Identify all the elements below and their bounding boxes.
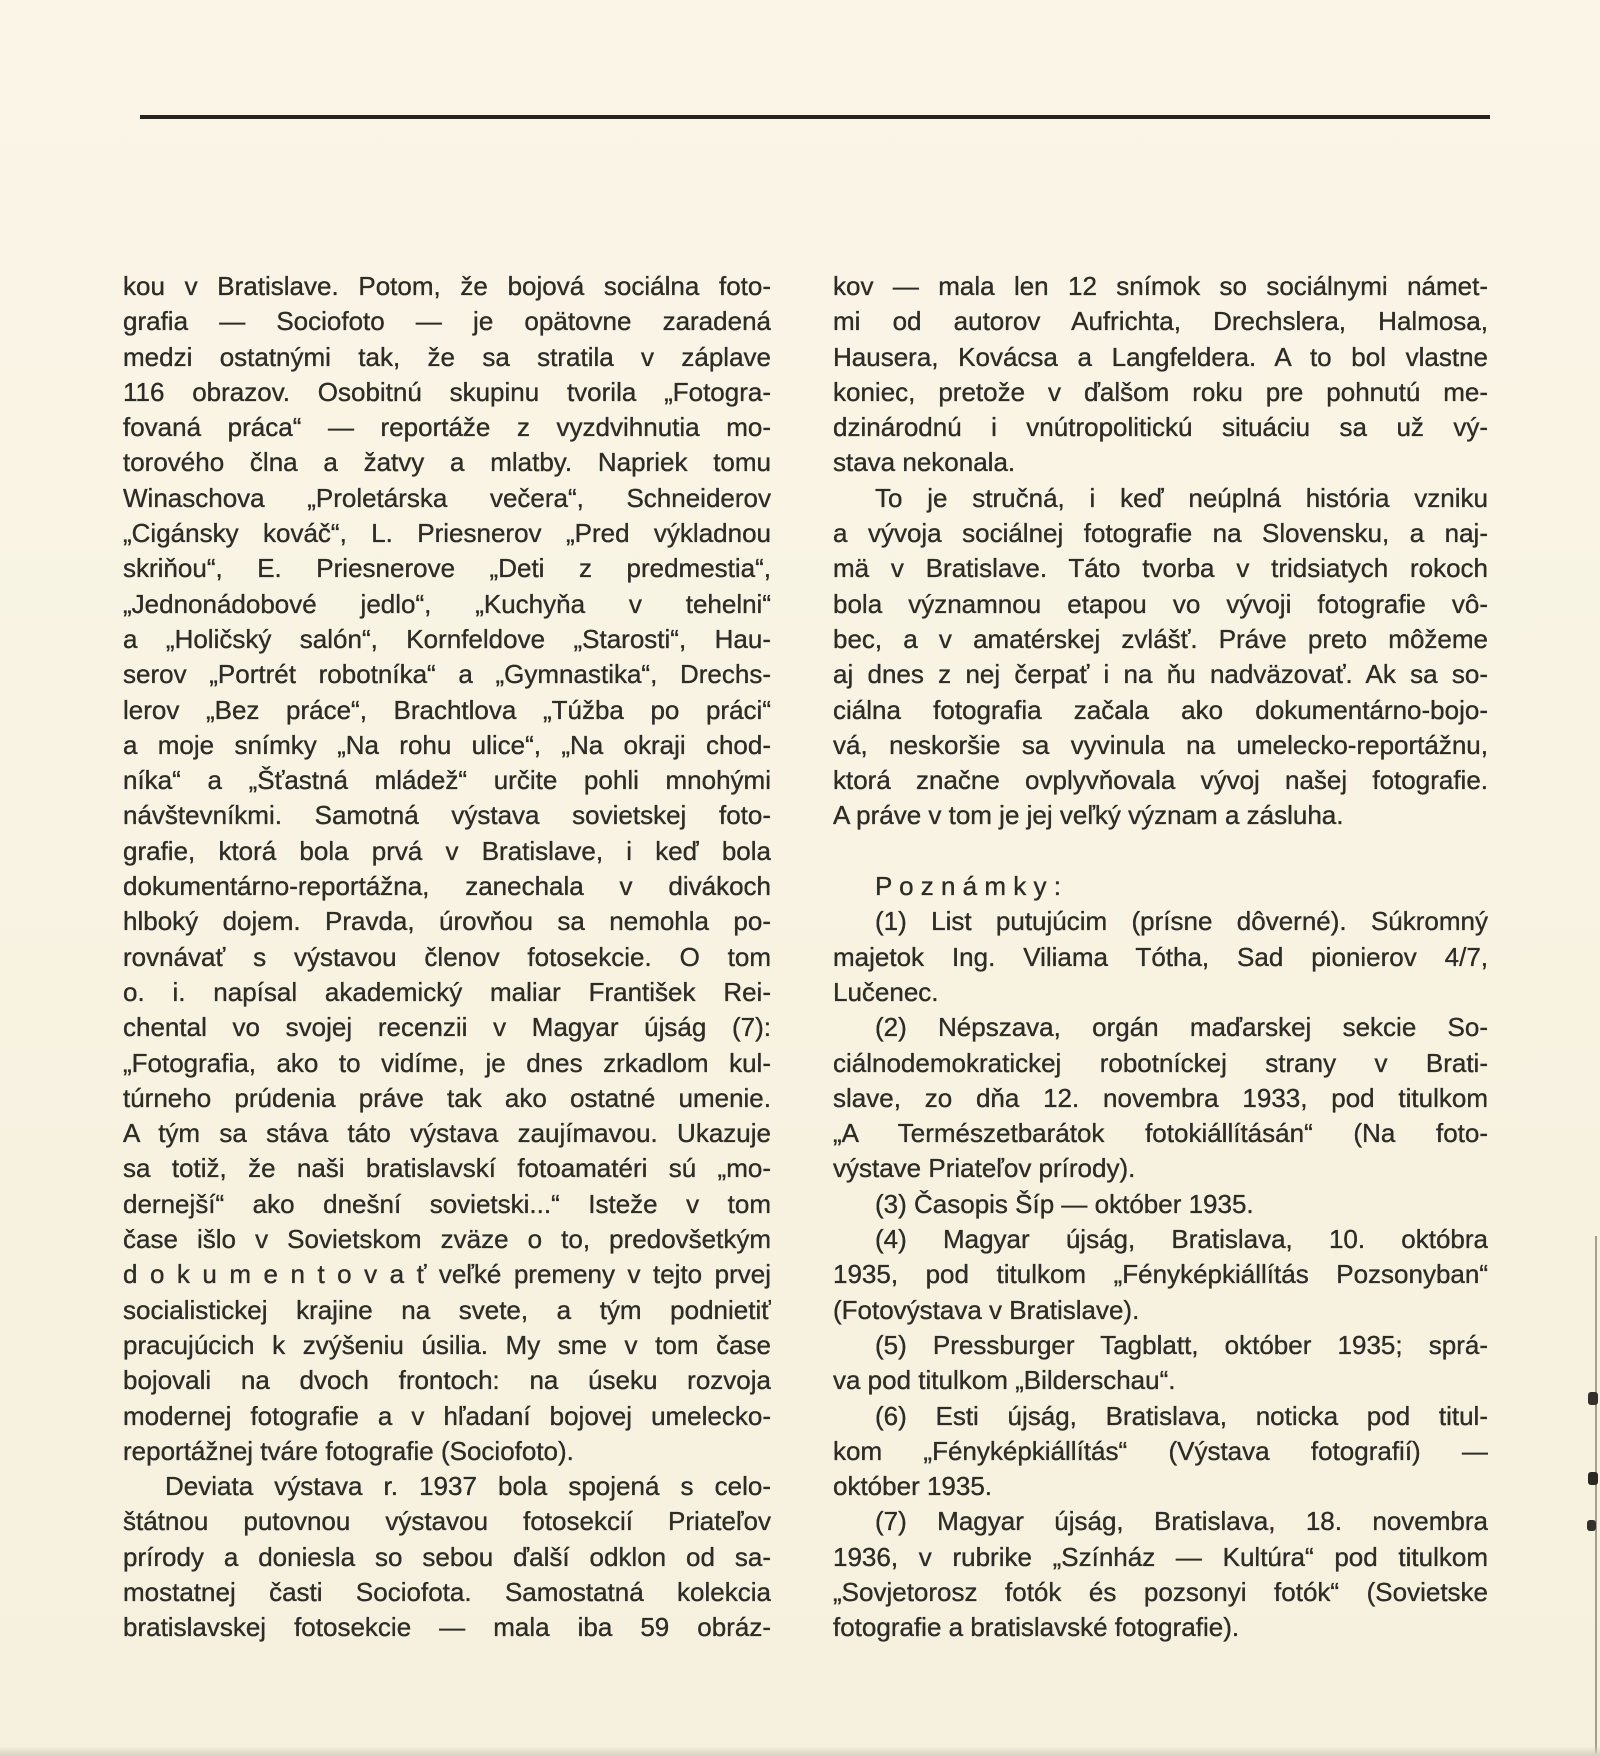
text-line: ciálnodemokratickej robotníckej strany v Brati- [833,1047,1488,1078]
text-line: (3) Časopis Šíp — október 1935. [875,1188,1254,1219]
text-line: 1935, pod titulkom „Fényképkiállítás Pozsonyban“ [833,1259,1488,1290]
text-line: „Cigánsky kováč“, L. Priesnerov „Pred výkladnou [123,518,771,549]
text-line: a „Holičský salón“, Kornfeldove „Starosti“, Hau- [123,623,771,654]
text-line: mä v Bratislave. Táto tvorba v tridsiatych rokoch [833,553,1488,584]
text-line: pracujúcich k zvýšeniu úsilia. My sme v tom čase [123,1329,771,1360]
text-line: níka“ a „Šťastná mládež“ určite pohli mnohými [123,765,771,796]
text-line: dokumentárno-reportážna, zanechala v divákoch [123,871,771,902]
text-line: čase išlo v Sovietskom zväze o to, predovšetkým [123,1224,771,1255]
text-line: modernej fotografie a v hľadaní bojovej umelecko- [123,1400,771,1431]
text-line: serov „Portrét robotníka“ a „Gymnastika“, Drechs- [123,659,771,690]
text-line: bola významnou etapou vo vývoji fotografie vô- [833,588,1488,619]
text-line: mostatnej časti Sociofota. Samostatná kolekcia [123,1576,771,1607]
text-line: dernejší“ ako dnešní sovietski...“ Isteže v tom [123,1188,771,1219]
text-line: P o z n á m k y : [875,871,1061,902]
text-line: návštevníkmi. Samotná výstava sovietskej foto- [123,800,771,831]
header-rule [140,115,1490,119]
text-line: A tým sa stáva táto výstava zaujímavou. Ukazuje [123,1118,771,1149]
scan-edge-mark [1588,1392,1598,1405]
blank-line [833,834,1488,869]
text-line: Lučenec. [833,976,939,1007]
text-line: túrneho prúdenia práve tak ako ostatné umenie. [123,1082,771,1113]
scan-bottom-shadow [0,1746,1600,1756]
text-line: fovaná práca“ — reportáže z vyzdvihnutia mo- [123,412,771,443]
text-line: d o k u m e n t o v a ť veľké premeny v tejto prvej [123,1259,771,1290]
text-line: koniec, pretože v ďalšom roku pre pohnutú me- [833,376,1488,407]
text-line: bec, a v amatérskej zvlášť. Práve preto môžeme [833,623,1488,654]
text-line: grafie, ktorá bola prvá v Bratislave, i keď bola [123,835,771,866]
text-line: socialistickej krajine na svete, a tým podnietiť [123,1294,771,1325]
text-line: 1936, v rubrike „Színház — Kultúra“ pod titulkom [833,1541,1488,1572]
text-line: (6) Esti újság, Bratislava, noticka pod titul- [875,1400,1488,1431]
text-line: Deviata výstava r. 1937 bola spojená s celo- [165,1471,771,1502]
text-line: (5) Pressburger Tagblatt, október 1935; sprá- [875,1329,1488,1360]
text-line: mi od autorov Aufrichta, Drechslera, Halmosa, [833,306,1488,337]
text-line: ktorá značne ovplyvňovala vývoj našej fotografie. [833,765,1488,796]
text-line: a vývoja sociálnej fotografie na Slovensku, a naj- [833,518,1488,549]
text-line: stava nekonala. [833,447,1016,478]
left-text-column [123,269,771,1646]
text-line: Winaschova „Proletárska večera“, Schneiderov [123,482,771,513]
text-line: vá, neskoršie sa vyvinula na umelecko-reportážnu, [833,729,1488,760]
text-line: A práve v tom je jej veľký význam a zásluha. [833,800,1344,831]
text-line: aj dnes z nej čerpať i na ňu nadväzovať. Ak sa so- [833,659,1488,690]
text-line: ciálna fotografia začala ako dokumentárno-bojo- [833,694,1488,725]
right-text-column [833,269,1488,1646]
text-line: rovnávať s výstavou členov fotosekcie. O tom [123,941,771,972]
text-line: a moje snímky „Na rohu ulice“, „Na okraji chod- [123,729,771,760]
text-line: (1) List putujúcim (prísne dôverné). Súkromný [875,906,1488,937]
text-line: „Fotografia, ako to vidíme, je dnes zrkadlom kul- [123,1047,771,1078]
scan-edge-hairline [1595,1236,1597,1756]
text-line: lerov „Bez práce“, Brachtlova „Túžba po práci“ [123,694,771,725]
text-line: „Sovjetorosz fotók és pozsonyi fotók“ (Sovietske [833,1576,1488,1607]
text-line: kom „Fényképkiállítás“ (Výstava fotografií) — [833,1435,1488,1466]
text-line: 116 obrazov. Osobitnú skupinu tvorila „Fotogra- [123,376,771,407]
scan-edge-mark [1588,1472,1598,1485]
text-line: kou v Bratislave. Potom, že bojová sociálna foto- [123,271,771,301]
text-line: výstave Priateľov prírody). [833,1153,1136,1184]
text-line: (2) Népszava, orgán maďarskej sekcie So- [875,1012,1488,1043]
text-line: reportážnej tváre fotografie (Sociofoto). [123,1435,574,1466]
text-line: (7) Magyar újság, Bratislava, 18. novembra [875,1506,1488,1537]
text-line: (Fotovýstava v Bratislave). [833,1294,1140,1325]
text-line: bratislavskej fotosekcie — mala iba 59 obráz- [123,1612,771,1643]
text-line: Hausera, Kovácsa a Langfeldera. A to bol vlastne [833,341,1488,372]
text-line: grafia — Sociofoto — je opätovne zaradená [123,306,771,337]
text-line: To je stručná, i keď neúplná história vzniku [875,482,1488,513]
text-line: prírody a doniesla so sebou ďalší odklon od sa- [123,1541,771,1572]
text-line: sa totiž, že naši bratislavskí fotoamatéri sú „mo- [123,1153,771,1184]
text-line: bojovali na dvoch frontoch: na úseku rozvoja [123,1365,771,1396]
text-line: slave, zo dňa 12. novembra 1933, pod titulkom [833,1082,1488,1113]
text-line: dzinárodnú i vnútropolitickú situáciu sa už vý- [833,412,1488,443]
text-line: október 1935. [833,1471,993,1502]
text-line: „Jednonádobové jedlo“, „Kuchyňa v tehelni“ [123,588,771,619]
text-line: štátnou putovnou výstavou fotosekcií Priateľov [123,1506,771,1537]
text-line: majetok Ing. Viliama Tótha, Sad pionierov 4/7, [833,941,1488,972]
scan-edge-mark [1587,1520,1596,1531]
text-line: o. i. napísal akademický maliar František Rei- [123,976,771,1007]
text-line: (4) Magyar újság, Bratislava, 10. októbra [875,1224,1488,1255]
text-line: fotografie a bratislavské fotografie). [833,1612,1240,1643]
text-line: chental vo svojej recenzii v Magyar újság (7): [123,1012,771,1043]
text-line: „A Természetbarátok fotokiállításán“ (Na foto- [833,1118,1488,1149]
text-line: skriňou“, E. Priesnerove „Deti z predmestia“, [123,553,771,584]
text-line: hlboký dojem. Pravda, úrovňou sa nemohla po- [123,906,771,937]
text-line: va pod titulkom „Bilderschau“. [833,1365,1176,1396]
text-line: kov — mala len 12 snímok so sociálnymi námet- [833,271,1488,301]
text-line: medzi ostatnými tak, že sa stratila v záplave [123,341,771,372]
text-line: torového člna a žatvy a mlatby. Napriek tomu [123,447,771,478]
